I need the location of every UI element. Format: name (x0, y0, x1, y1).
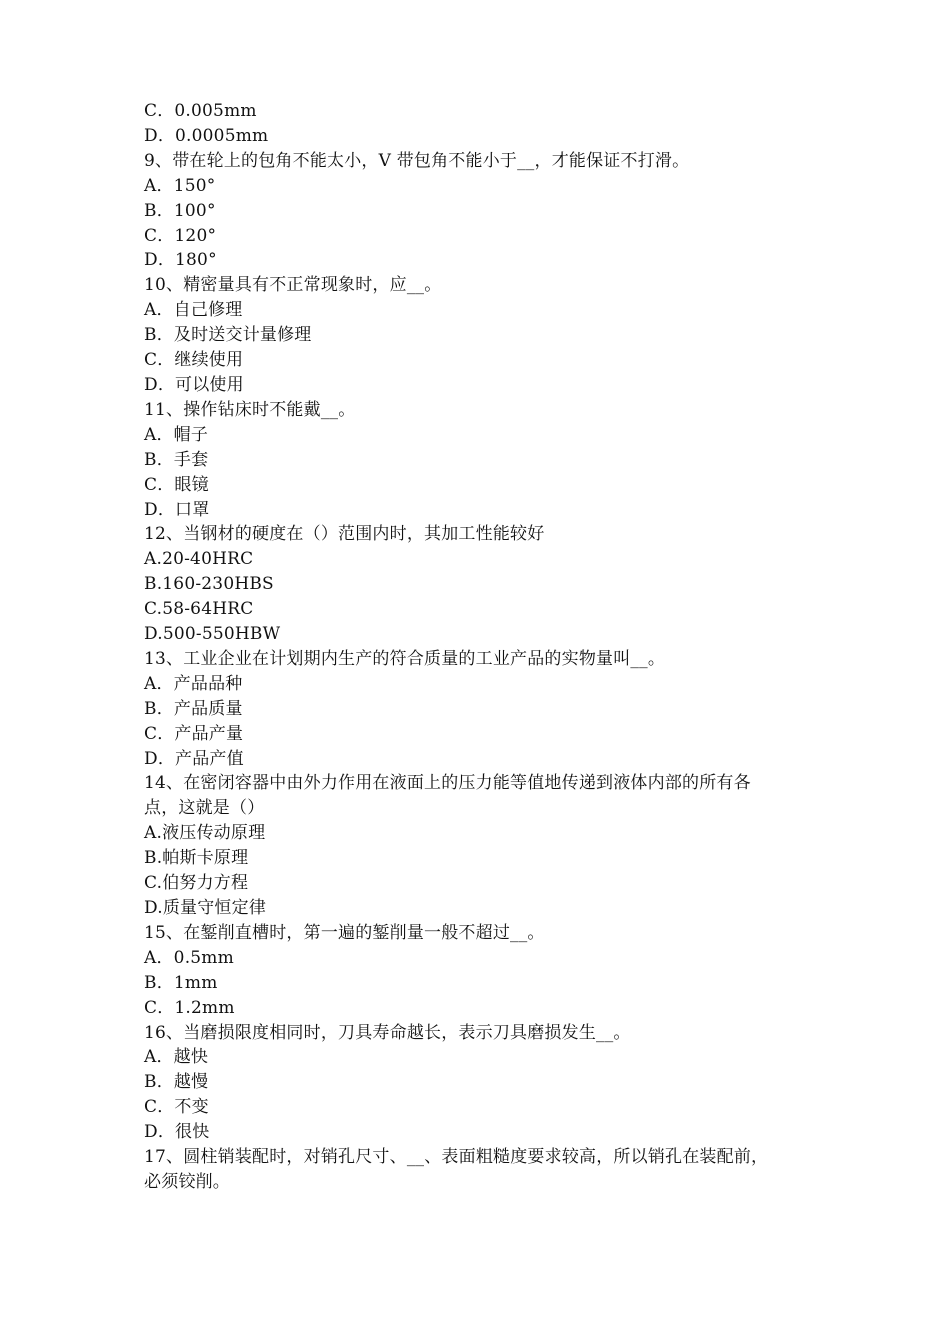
question-11-option-c: C．眼镜 (144, 474, 209, 495)
question-13: 13、工业企业在计划期内生产的符合质量的工业产品的实物量叫__。 (144, 648, 666, 669)
question-11-option-d: D．口罩 (144, 499, 210, 520)
question-15-option-b: B．1mm (144, 972, 218, 993)
question-14-option-c: C.伯努力方程 (144, 873, 249, 894)
question-16: 16、当磨损限度相同时，刀具寿命越长，表示刀具磨损发生__。 (144, 1022, 631, 1043)
question-12: 12、当钢材的硬度在（）范围内时，其加工性能较好 (144, 524, 545, 545)
question-14-option-a: A.液压传动原理 (144, 823, 266, 844)
question-15-option-a: A．0.5mm (144, 947, 234, 968)
question-11-option-a: A．帽子 (144, 424, 209, 445)
question-10-option-c: C．继续使用 (144, 350, 244, 371)
question-13-option-b: B．产品质量 (144, 698, 243, 719)
question-14-option-b: B.帕斯卡原理 (144, 848, 249, 869)
question-14-line-2: 点，这就是（） (144, 798, 265, 819)
question-9-option-c: C．120° (144, 225, 217, 246)
question-12-option-b: B.160-230HBS (144, 574, 274, 595)
question-9-option-b: B．100° (144, 200, 216, 221)
option-d-line: D．0.0005mm (144, 125, 269, 146)
question-12-option-d: D.500-550HBW (144, 624, 281, 645)
question-14-line-1: 14、在密闭容器中由外力作用在液面上的压力能等值地传递到液体内部的所有各 (144, 773, 751, 794)
question-12-option-a: A.20-40HRC (144, 549, 254, 570)
question-13-option-c: C．产品产量 (144, 723, 244, 744)
question-9: 9、带在轮上的包角不能太小，V 带包角不能小于__，才能保证不打滑。 (144, 150, 690, 171)
question-12-option-c: C.58-64HRC (144, 599, 254, 620)
question-13-option-a: A．产品品种 (144, 673, 243, 694)
option-c-line: C．0.005mm (144, 101, 257, 121)
question-10-option-d: D．可以使用 (144, 374, 244, 395)
question-16-option-c: C．不变 (144, 1097, 209, 1118)
question-10-option-a: A．自己修理 (144, 300, 243, 321)
question-17-line-1: 17、圆柱销装配时，对销孔尺寸、__、表面粗糙度要求较高，所以销孔在装配前， (144, 1147, 769, 1168)
question-9-option-a: A．150° (144, 175, 216, 196)
question-13-option-d: D．产品产值 (144, 748, 244, 769)
question-11-option-b: B．手套 (144, 449, 209, 470)
question-9-option-d: D．180° (144, 250, 217, 271)
question-text-block (144, 99, 824, 1195)
question-16-option-b: B．越慢 (144, 1072, 209, 1093)
question-10: 10、精密量具有不正常现象时，应__。 (144, 275, 442, 296)
question-16-option-a: A．越快 (144, 1047, 209, 1068)
question-11: 11、操作钻床时不能戴__。 (144, 399, 356, 420)
question-15: 15、在錾削直槽时，第一遍的錾削量一般不超过__。 (144, 922, 545, 943)
question-10-option-b: B．及时送交计量修理 (144, 325, 312, 346)
question-16-option-d: D．很快 (144, 1122, 210, 1143)
question-17-line-2: 必须铰削。 (144, 1171, 230, 1192)
question-14-option-d: D.质量守恒定律 (144, 898, 267, 918)
question-15-option-c: C．1.2mm (144, 997, 235, 1018)
